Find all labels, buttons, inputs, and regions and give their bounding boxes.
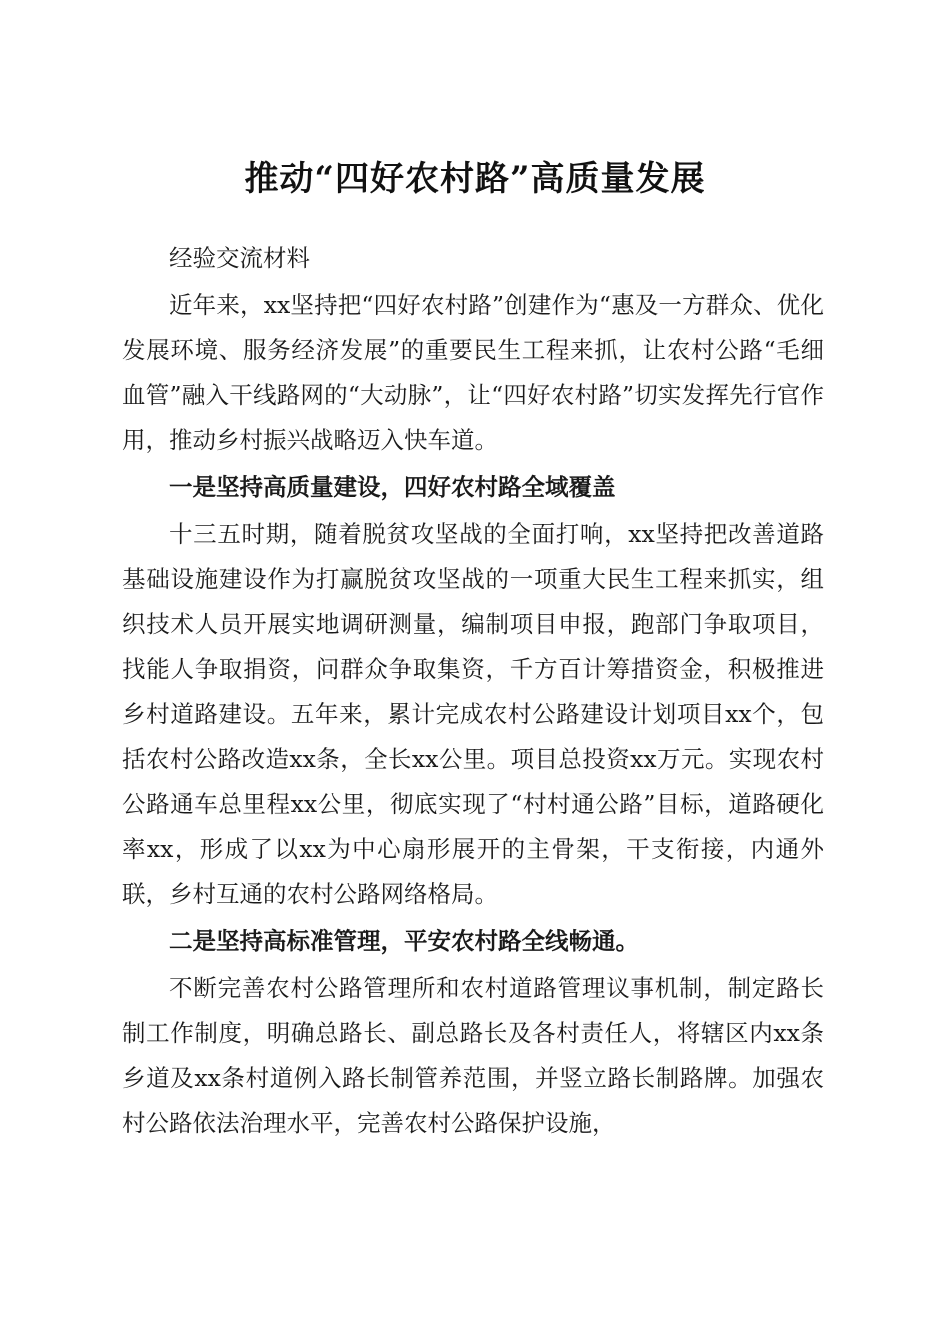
intro-paragraph: 近年来，xx坚持把“四好农村路”创建作为“惠及一方群众、优化发展环境、服务经济发展”的重要民生工程来抓，让农村公路“毛细血管”融入干线路网的“大动脉”，让“四好农村路”切实发挥先行官作用，推动乡村振兴战略迈入快车道。 [122,291,824,454]
section-heading-1: 一是坚持高质量建设，四好农村路全域覆盖 [169,473,616,501]
section-heading-2: 二是坚持高标准管理，平安农村路全线畅通。 [169,927,639,955]
section-2-paragraph: 不断完善农村公路管理所和农村道路管理议事机制，制定路长制工作制度，明确总路长、副总路长及各村责任人，将辖区内xx条乡道及xx条村道例入路长制管养范围，并竖立路长制路牌。加强农村公路依法治理水平，完善农村公路保护设施， [122,974,824,1137]
document-title: 推动“四好农村路”高质量发展 [244,158,706,199]
document-body [122,236,824,1146]
document-subtitle: 经验交流材料 [169,244,310,272]
section-1-paragraph: 十三五时期，随着脱贫攻坚战的全面打响，xx坚持把改善道路基础设施建设作为打赢脱贫攻坚战的一项重大民生工程来抓实，组织技术人员开展实地调研测量，编制项目申报，跑部门争取项目，找能人争取捐资，问群众争取集资，千方百计筹措资金，积极推进乡村道路建设。五年来，累计完成农村公路建设计划项目xx个，包括农村公路改造xx条，全长xx公里。项目总投资xx万元。实现农村公路通车总里程xx公里，彻底实现了“村村通公路”目标，道路硬化率xx，形成了以xx为中心扇形展开的主骨架，干支衔接，内通外联，乡村互通的农村公路网络格局。 [122,520,824,908]
